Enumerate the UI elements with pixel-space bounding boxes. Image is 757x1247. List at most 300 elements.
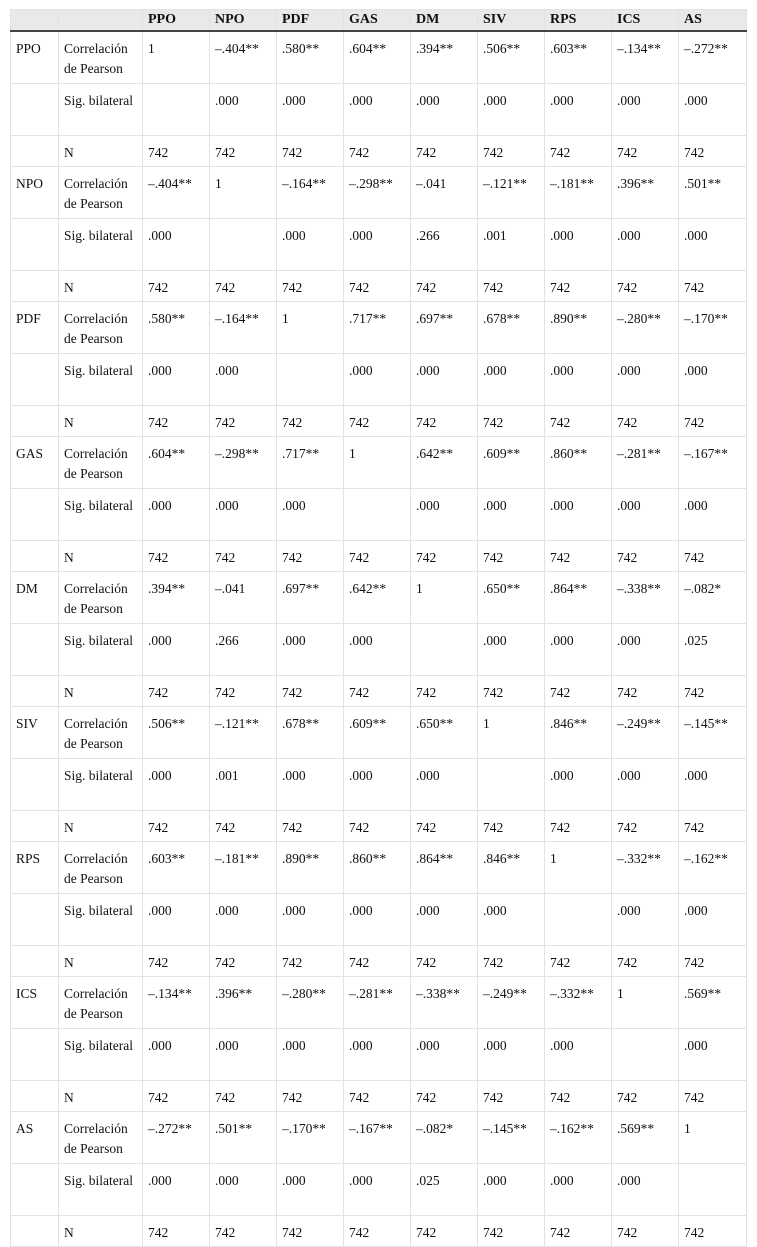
value-cell: .000 (411, 84, 478, 136)
value-cell: 742 (679, 811, 747, 842)
statistic-label: Correlación de Pearson (59, 302, 143, 354)
value-cell: .000 (344, 624, 411, 676)
value-cell: .000 (612, 759, 679, 811)
statistic-label: N (59, 946, 143, 977)
value-cell: 742 (411, 811, 478, 842)
value-cell: 742 (143, 676, 210, 707)
value-cell: 742 (344, 406, 411, 437)
value-cell (411, 624, 478, 676)
value-cell: 742 (478, 1216, 545, 1247)
value-cell: .266 (411, 219, 478, 271)
value-cell: 742 (277, 1081, 344, 1112)
value-cell: .650** (411, 707, 478, 759)
value-cell: 742 (210, 946, 277, 977)
variable-label: GAS (11, 437, 59, 489)
value-cell: 742 (143, 811, 210, 842)
pearson-correlation-row (11, 302, 747, 354)
sample-size-row (11, 136, 747, 167)
header-blank-statistic (59, 10, 143, 32)
value-cell: –.181** (210, 842, 277, 894)
statistic-label: Correlación de Pearson (59, 707, 143, 759)
value-cell: –.134** (143, 977, 210, 1029)
value-cell: 742 (143, 136, 210, 167)
value-cell (612, 1029, 679, 1081)
value-cell: 742 (612, 406, 679, 437)
value-cell: 742 (679, 271, 747, 302)
value-cell: .001 (210, 759, 277, 811)
value-cell: 742 (478, 811, 545, 842)
value-cell: .678** (478, 302, 545, 354)
value-cell: 742 (612, 676, 679, 707)
value-cell: .000 (679, 354, 747, 406)
value-cell: 742 (679, 541, 747, 572)
value-cell: 742 (679, 136, 747, 167)
value-cell: .000 (679, 759, 747, 811)
significance-row (11, 1029, 747, 1081)
value-cell: 742 (612, 1216, 679, 1247)
value-cell: 742 (344, 136, 411, 167)
value-cell: 742 (344, 1216, 411, 1247)
value-cell: .000 (143, 624, 210, 676)
significance-row (11, 84, 747, 136)
sample-size-row (11, 271, 747, 302)
value-cell: 1 (143, 31, 210, 84)
value-cell: .717** (277, 437, 344, 489)
pearson-correlation-row (11, 167, 747, 219)
value-cell: .580** (143, 302, 210, 354)
value-cell: 742 (545, 676, 612, 707)
value-cell: 742 (478, 946, 545, 977)
value-cell: .000 (143, 894, 210, 946)
value-cell: .000 (411, 354, 478, 406)
statistic-label: Sig. bilateral (59, 624, 143, 676)
value-cell: 742 (344, 1081, 411, 1112)
value-cell: –.332** (612, 842, 679, 894)
value-cell: 742 (679, 1216, 747, 1247)
value-cell: –.145** (478, 1112, 545, 1164)
statistic-label: N (59, 811, 143, 842)
value-cell: .000 (478, 1029, 545, 1081)
value-cell: –.272** (143, 1112, 210, 1164)
value-cell: 742 (545, 811, 612, 842)
value-cell: .860** (344, 842, 411, 894)
value-cell: 742 (679, 676, 747, 707)
value-cell: –.281** (612, 437, 679, 489)
value-cell (478, 759, 545, 811)
value-cell: –.164** (277, 167, 344, 219)
column-header: RPS (545, 10, 612, 32)
statistic-label: Sig. bilateral (59, 1029, 143, 1081)
value-cell: 742 (277, 136, 344, 167)
value-cell: .603** (545, 31, 612, 84)
value-cell: –.167** (679, 437, 747, 489)
value-cell: 742 (210, 676, 277, 707)
variable-label: SIV (11, 707, 59, 759)
variable-label: PDF (11, 302, 59, 354)
value-cell: 742 (411, 406, 478, 437)
value-cell: .000 (679, 489, 747, 541)
value-cell: 742 (545, 406, 612, 437)
value-cell: 742 (612, 811, 679, 842)
pearson-correlation-row (11, 707, 747, 759)
value-cell: 742 (210, 1216, 277, 1247)
value-cell: –.170** (277, 1112, 344, 1164)
header-blank-variable (11, 10, 59, 32)
statistic-label: N (59, 406, 143, 437)
value-cell: –.134** (612, 31, 679, 84)
statistic-label: Sig. bilateral (59, 894, 143, 946)
value-cell: –.082* (411, 1112, 478, 1164)
value-cell: 742 (612, 541, 679, 572)
column-header: AS (679, 10, 747, 32)
value-cell: .394** (411, 31, 478, 84)
value-cell: .890** (277, 842, 344, 894)
significance-row (11, 759, 747, 811)
value-cell: 742 (143, 1081, 210, 1112)
value-cell: 1 (277, 302, 344, 354)
statistic-label: Correlación de Pearson (59, 31, 143, 84)
value-cell: .000 (545, 759, 612, 811)
statistic-label: Correlación de Pearson (59, 572, 143, 624)
statistic-label: Sig. bilateral (59, 219, 143, 271)
value-cell: .000 (545, 1164, 612, 1216)
value-cell: .000 (612, 354, 679, 406)
value-cell: 742 (143, 1216, 210, 1247)
sample-size-row (11, 1081, 747, 1112)
value-cell: .000 (612, 84, 679, 136)
pearson-correlation-row (11, 572, 747, 624)
sample-size-row (11, 811, 747, 842)
value-cell: 742 (612, 946, 679, 977)
value-cell: .000 (143, 354, 210, 406)
value-cell: –.162** (545, 1112, 612, 1164)
value-cell: 742 (545, 1081, 612, 1112)
value-cell: .394** (143, 572, 210, 624)
value-cell: .580** (277, 31, 344, 84)
value-cell: 742 (411, 541, 478, 572)
value-cell: 742 (478, 406, 545, 437)
value-cell (679, 1164, 747, 1216)
value-cell: 742 (344, 811, 411, 842)
value-cell: .000 (277, 489, 344, 541)
value-cell: .678** (277, 707, 344, 759)
value-cell: .000 (210, 489, 277, 541)
correlation-table (10, 9, 747, 1247)
variable-label: DM (11, 572, 59, 624)
variable-label: PPO (11, 31, 59, 84)
value-cell: .266 (210, 624, 277, 676)
value-cell: .000 (344, 354, 411, 406)
variable-label-blank (11, 354, 59, 406)
value-cell: –.145** (679, 707, 747, 759)
statistic-label: N (59, 271, 143, 302)
value-cell: .000 (277, 894, 344, 946)
variable-label-blank (11, 1216, 59, 1247)
value-cell: –.249** (612, 707, 679, 759)
value-cell: .000 (411, 489, 478, 541)
value-cell: .000 (344, 894, 411, 946)
statistic-label: Correlación de Pearson (59, 167, 143, 219)
value-cell: –.298** (344, 167, 411, 219)
value-cell: .603** (143, 842, 210, 894)
value-cell: .506** (478, 31, 545, 84)
value-cell: .000 (411, 894, 478, 946)
value-cell: 742 (411, 676, 478, 707)
value-cell (545, 894, 612, 946)
value-cell: .569** (679, 977, 747, 1029)
value-cell: 1 (344, 437, 411, 489)
value-cell: .000 (679, 219, 747, 271)
value-cell: .000 (612, 219, 679, 271)
value-cell: –.162** (679, 842, 747, 894)
variable-label-blank (11, 946, 59, 977)
value-cell: .000 (277, 1029, 344, 1081)
value-cell: .000 (277, 84, 344, 136)
value-cell: .697** (411, 302, 478, 354)
value-cell: .860** (545, 437, 612, 489)
sample-size-row (11, 1216, 747, 1247)
value-cell: 742 (210, 811, 277, 842)
value-cell: .000 (612, 1164, 679, 1216)
value-cell: 742 (411, 946, 478, 977)
pearson-correlation-row (11, 437, 747, 489)
value-cell: –.249** (478, 977, 545, 1029)
value-cell: .000 (210, 1029, 277, 1081)
value-cell: .609** (478, 437, 545, 489)
significance-row (11, 894, 747, 946)
value-cell: .000 (277, 219, 344, 271)
value-cell: –.181** (545, 167, 612, 219)
column-header: PDF (277, 10, 344, 32)
statistic-label: Correlación de Pearson (59, 977, 143, 1029)
value-cell: .650** (478, 572, 545, 624)
value-cell: .846** (545, 707, 612, 759)
value-cell: 742 (344, 946, 411, 977)
value-cell: .642** (344, 572, 411, 624)
value-cell: 742 (478, 676, 545, 707)
value-cell: .000 (545, 84, 612, 136)
value-cell: .000 (344, 1029, 411, 1081)
statistic-label: N (59, 541, 143, 572)
value-cell (277, 354, 344, 406)
value-cell: –.082* (679, 572, 747, 624)
value-cell: 742 (411, 271, 478, 302)
value-cell: –.332** (545, 977, 612, 1029)
value-cell: 742 (411, 1081, 478, 1112)
significance-row (11, 489, 747, 541)
value-cell: .000 (344, 84, 411, 136)
value-cell: .025 (411, 1164, 478, 1216)
value-cell: .569** (612, 1112, 679, 1164)
value-cell: 742 (344, 541, 411, 572)
value-cell: –.404** (143, 167, 210, 219)
value-cell: 742 (210, 1081, 277, 1112)
value-cell: 742 (478, 1081, 545, 1112)
variable-label-blank (11, 894, 59, 946)
pearson-correlation-row (11, 1112, 747, 1164)
value-cell: .501** (679, 167, 747, 219)
value-cell: 742 (277, 541, 344, 572)
sample-size-row (11, 406, 747, 437)
value-cell: .000 (478, 84, 545, 136)
value-cell: .642** (411, 437, 478, 489)
value-cell: –.338** (411, 977, 478, 1029)
statistic-label: N (59, 136, 143, 167)
sample-size-row (11, 541, 747, 572)
value-cell: –.298** (210, 437, 277, 489)
value-cell: .000 (210, 354, 277, 406)
value-cell: 742 (545, 1216, 612, 1247)
value-cell: 742 (277, 1216, 344, 1247)
statistic-label: Sig. bilateral (59, 759, 143, 811)
value-cell: .000 (679, 894, 747, 946)
table-body (11, 31, 747, 1247)
value-cell: 742 (277, 406, 344, 437)
variable-label: NPO (11, 167, 59, 219)
value-cell: .000 (411, 1029, 478, 1081)
value-cell: .000 (344, 759, 411, 811)
value-cell: 742 (612, 271, 679, 302)
value-cell: .396** (612, 167, 679, 219)
variable-label: RPS (11, 842, 59, 894)
statistic-label: Correlación de Pearson (59, 437, 143, 489)
value-cell: 742 (277, 811, 344, 842)
value-cell: .000 (277, 1164, 344, 1216)
value-cell: 742 (478, 541, 545, 572)
variable-label-blank (11, 219, 59, 271)
value-cell: .864** (411, 842, 478, 894)
significance-row (11, 624, 747, 676)
value-cell: .506** (143, 707, 210, 759)
variable-label-blank (11, 136, 59, 167)
value-cell: 742 (143, 406, 210, 437)
pearson-correlation-row (11, 842, 747, 894)
value-cell: .000 (143, 1164, 210, 1216)
value-cell: .000 (277, 624, 344, 676)
value-cell: 742 (545, 541, 612, 572)
value-cell: –.338** (612, 572, 679, 624)
column-header: GAS (344, 10, 411, 32)
statistic-label: Sig. bilateral (59, 489, 143, 541)
value-cell: 742 (143, 271, 210, 302)
value-cell: .000 (612, 894, 679, 946)
variable-label: AS (11, 1112, 59, 1164)
pearson-correlation-row (11, 977, 747, 1029)
value-cell: –.121** (210, 707, 277, 759)
value-cell: .000 (612, 624, 679, 676)
value-cell: –.280** (277, 977, 344, 1029)
significance-row (11, 1164, 747, 1216)
variable-label-blank (11, 271, 59, 302)
value-cell: 742 (143, 946, 210, 977)
value-cell: .000 (545, 1029, 612, 1081)
value-cell: 742 (679, 946, 747, 977)
header-row (11, 10, 747, 32)
variable-label-blank (11, 676, 59, 707)
column-header: NPO (210, 10, 277, 32)
value-cell: 742 (612, 136, 679, 167)
value-cell: .000 (210, 1164, 277, 1216)
value-cell: .000 (545, 624, 612, 676)
statistic-label: Sig. bilateral (59, 84, 143, 136)
value-cell: 742 (478, 136, 545, 167)
value-cell (344, 489, 411, 541)
value-cell: –.164** (210, 302, 277, 354)
value-cell: 742 (277, 271, 344, 302)
value-cell: 742 (679, 406, 747, 437)
value-cell: –.272** (679, 31, 747, 84)
value-cell: 1 (411, 572, 478, 624)
correlation-table-container (10, 9, 746, 1240)
value-cell: .846** (478, 842, 545, 894)
value-cell: 742 (277, 946, 344, 977)
value-cell: 1 (478, 707, 545, 759)
value-cell: –.170** (679, 302, 747, 354)
variable-label-blank (11, 1081, 59, 1112)
value-cell: .000 (277, 759, 344, 811)
value-cell: .000 (478, 489, 545, 541)
value-cell: .000 (478, 624, 545, 676)
value-cell: .000 (143, 219, 210, 271)
value-cell: .000 (344, 1164, 411, 1216)
value-cell: 742 (210, 136, 277, 167)
value-cell: 742 (210, 271, 277, 302)
column-header: DM (411, 10, 478, 32)
variable-label-blank (11, 541, 59, 572)
variable-label-blank (11, 406, 59, 437)
value-cell: 742 (679, 1081, 747, 1112)
value-cell: .000 (545, 489, 612, 541)
pearson-correlation-row (11, 31, 747, 84)
value-cell: .000 (545, 354, 612, 406)
value-cell: .000 (679, 84, 747, 136)
value-cell: 742 (545, 136, 612, 167)
value-cell: .604** (143, 437, 210, 489)
value-cell: .396** (210, 977, 277, 1029)
column-header: SIV (478, 10, 545, 32)
value-cell: –.041 (411, 167, 478, 219)
significance-row (11, 219, 747, 271)
value-cell: –.167** (344, 1112, 411, 1164)
value-cell: .609** (344, 707, 411, 759)
variable-label-blank (11, 811, 59, 842)
value-cell: .000 (411, 759, 478, 811)
value-cell: 742 (143, 541, 210, 572)
variable-label-blank (11, 489, 59, 541)
value-cell: –.280** (612, 302, 679, 354)
variable-label-blank (11, 84, 59, 136)
column-header: ICS (612, 10, 679, 32)
value-cell: –.121** (478, 167, 545, 219)
value-cell: .025 (679, 624, 747, 676)
value-cell: 742 (545, 271, 612, 302)
value-cell: .501** (210, 1112, 277, 1164)
variable-label: ICS (11, 977, 59, 1029)
value-cell: .000 (210, 894, 277, 946)
value-cell: .000 (545, 219, 612, 271)
value-cell: .000 (679, 1029, 747, 1081)
value-cell: .001 (478, 219, 545, 271)
significance-row (11, 354, 747, 406)
value-cell: .000 (143, 489, 210, 541)
value-cell: .000 (143, 1029, 210, 1081)
variable-label-blank (11, 1029, 59, 1081)
variable-label-blank (11, 1164, 59, 1216)
value-cell: 742 (277, 676, 344, 707)
value-cell: .000 (210, 84, 277, 136)
statistic-label: Correlación de Pearson (59, 1112, 143, 1164)
statistic-label: N (59, 676, 143, 707)
